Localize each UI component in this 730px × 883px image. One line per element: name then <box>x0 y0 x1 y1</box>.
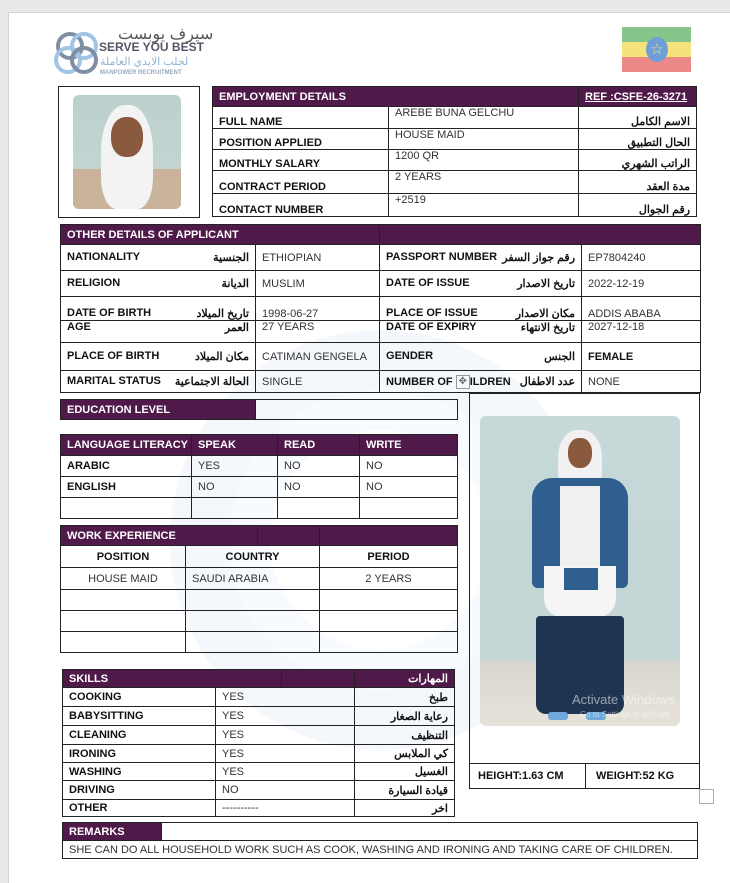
activate-windows-overlay: Activate Windows <box>572 692 675 707</box>
nationality-arabic: الجنسية <box>213 252 249 264</box>
position-applied-arabic: الحال التطبيق <box>579 129 697 150</box>
full-body-photo-frame <box>469 393 700 789</box>
language-read: NO <box>278 456 360 477</box>
skill-arabic: اخر <box>355 800 455 817</box>
weight-value: WEIGHT:52 KG <box>596 770 675 782</box>
work-row <box>61 611 458 632</box>
passport-photo <box>73 95 181 209</box>
date-of-issue-arabic: تاريخ الاصدار <box>517 278 576 290</box>
skill-label: WASHING <box>63 763 216 781</box>
date-of-expiry-label-cell <box>380 321 582 343</box>
place-of-birth-label-cell <box>61 343 256 371</box>
language-row-english <box>61 477 458 498</box>
skill-arabic: رعاية الصغار <box>355 707 455 726</box>
work-row <box>61 632 458 653</box>
contract-period-arabic: مدة العقد <box>579 171 697 194</box>
passport-number-arabic: رقم جواز السفر <box>502 252 576 264</box>
skill-arabic: قيادة السيارة <box>355 781 455 800</box>
date-of-birth-label-cell <box>61 297 256 321</box>
logo-tagline: MANPOWER RECRUITMENT <box>100 70 182 76</box>
table-resize-handle-icon[interactable] <box>699 789 714 804</box>
work-period: 2 YEARS <box>320 568 458 590</box>
ethiopia-flag-icon: ☆ <box>622 27 691 72</box>
age-arabic: العمر <box>224 322 249 334</box>
skill-value: YES <box>216 763 355 781</box>
skills-table <box>62 669 455 817</box>
remarks-title: REMARKS <box>63 823 162 841</box>
contact-number-arabic: رقم الجوال <box>579 194 697 217</box>
work-country <box>186 611 320 632</box>
work-position: HOUSE MAID <box>61 568 186 590</box>
nationality-label: NATIONALITY <box>67 251 141 263</box>
logo-arabic-tagline: لجلب الايدي العاملة <box>100 56 189 68</box>
work-period <box>320 611 458 632</box>
skill-value: YES <box>216 745 355 763</box>
logo-arabic-name: سيرف يوبست <box>118 26 214 43</box>
date-of-expiry-arabic: تاريخ الانتهاء <box>520 322 576 334</box>
employment-details-table <box>212 86 697 217</box>
religion-arabic: الديانة <box>221 278 249 290</box>
date-of-expiry-value: 2027-12-18 <box>582 321 701 343</box>
position-applied-label: POSITION APPLIED <box>213 129 389 150</box>
work-period <box>320 590 458 611</box>
gender-arabic: الجنس <box>544 351 576 363</box>
language-literacy-table <box>60 434 458 519</box>
gender-value: FEMALE <box>582 343 701 371</box>
monthly-salary-arabic: الراتب الشهري <box>579 150 697 171</box>
language-name: ENGLISH <box>61 477 192 498</box>
interlaced-knot-logo-icon <box>54 28 100 78</box>
contact-number-label: CONTACT NUMBER <box>213 194 389 217</box>
height-value: HEIGHT:1.63 CM <box>470 764 586 788</box>
skill-value: NO <box>216 781 355 800</box>
monthly-salary-label: MONTHLY SALARY <box>213 150 389 171</box>
date-of-issue-label: DATE OF ISSUE <box>386 277 470 289</box>
place-of-issue-value: ADDIS ABABA <box>582 297 701 321</box>
work-position <box>61 590 186 611</box>
children-label: NUMBER OF <box>386 375 456 388</box>
skill-value: ---------- <box>216 800 355 817</box>
skill-arabic: طبخ <box>355 688 455 707</box>
language-header-speak: SPEAK <box>192 435 278 456</box>
language-row-empty <box>61 498 458 519</box>
language-speak: NO <box>192 477 278 498</box>
work-country <box>186 632 320 653</box>
date-of-birth-arabic: تاريخ الميلاد <box>196 308 249 320</box>
date-of-birth-label: DATE OF BIRTH <box>67 307 152 319</box>
passport-number-label: PASSPORT NUMBER <box>386 251 498 263</box>
skill-row <box>63 800 455 817</box>
language-read: NO <box>278 477 360 498</box>
skill-arabic: الغسيل <box>355 763 455 781</box>
work-header-period: PERIOD <box>320 546 458 568</box>
work-period <box>320 632 458 653</box>
work-experience-table <box>60 525 458 653</box>
date-of-birth-value: 1998-06-27 <box>256 297 380 321</box>
other-details-title: OTHER DETAILS OF APPLICANT <box>61 225 380 245</box>
age-label-cell <box>61 321 256 343</box>
reference-number: REF :CSFE-26-3271 <box>579 87 697 107</box>
work-header-country: COUNTRY <box>186 546 320 568</box>
language-write: NO <box>360 477 458 498</box>
skill-label: BABYSITTING <box>63 707 216 726</box>
education-level-label: EDUCATION LEVEL <box>61 400 256 420</box>
gender-label: GENDER <box>386 350 434 362</box>
skill-label: OTHER <box>63 800 216 817</box>
full-body-photo <box>480 416 680 726</box>
language-read <box>278 498 360 519</box>
work-country: SAUDI ARABIA <box>186 568 320 590</box>
children-label-cell <box>380 371 582 393</box>
religion-label: RELIGION <box>67 277 121 289</box>
monthly-salary-value: 1200 QR <box>389 150 579 171</box>
skills-arabic-title: المهارات <box>355 670 455 688</box>
employment-details-title: EMPLOYMENT DETAILS <box>213 87 579 107</box>
language-name <box>61 498 192 519</box>
remarks-table <box>62 822 698 859</box>
gender-label-cell <box>380 343 582 371</box>
activate-windows-hint: Go to Settings to activate <box>580 710 670 719</box>
passport-photo-frame <box>58 86 200 218</box>
other-details-header-blank <box>380 225 701 245</box>
contact-number-value: +2519 <box>389 194 579 217</box>
remarks-header-blank <box>162 823 698 841</box>
language-header-language: LANGUAGE LITERACY <box>61 435 192 456</box>
passport-number-value: EP7804240 <box>582 245 701 271</box>
skill-arabic: كي الملابس <box>355 745 455 763</box>
marital-status-label-cell <box>61 371 256 393</box>
skill-label: IRONING <box>63 745 216 763</box>
work-country <box>186 590 320 611</box>
skills-title <box>63 670 355 688</box>
language-header-read: READ <box>278 435 360 456</box>
place-of-issue-arabic: مكان الاصدار <box>515 308 576 320</box>
date-of-issue-label-cell <box>380 271 582 297</box>
passport-number-label-cell <box>380 245 582 271</box>
table-move-handle-icon[interactable]: ✥ <box>456 375 470 389</box>
date-of-issue-value: 2022-12-19 <box>582 271 701 297</box>
skill-row <box>63 763 455 781</box>
marital-status-arabic: الحالة الاجتماعية <box>174 376 249 388</box>
date-of-expiry-label: DATE OF EXPIRY <box>386 321 477 333</box>
religion-value: MUSLIM <box>256 271 380 297</box>
language-speak <box>192 498 278 519</box>
nationality-label-cell <box>61 245 256 271</box>
skill-value: YES <box>216 707 355 726</box>
place-of-issue-label-cell <box>380 297 582 321</box>
marital-status-label: MARITAL STATUS <box>67 375 161 387</box>
full-name-value: AREBE BUNA GELCHU <box>389 107 579 129</box>
education-level-value <box>256 400 458 420</box>
skill-row <box>63 688 455 707</box>
skill-row <box>63 781 455 800</box>
skill-label: COOKING <box>63 688 216 707</box>
work-row <box>61 590 458 611</box>
language-header-write: WRITE <box>360 435 458 456</box>
age-label: AGE <box>67 321 91 333</box>
age-value: 27 YEARS <box>256 321 380 343</box>
education-table <box>60 399 458 420</box>
work-experience-title-text: WORK EXPERIENCE <box>67 529 176 542</box>
skill-value: YES <box>216 688 355 707</box>
work-experience-header-blank <box>320 526 458 546</box>
other-details-table <box>60 224 701 393</box>
children-label-tail: ILDREN <box>469 375 511 388</box>
nationality-value: ETHIOPIAN <box>256 245 380 271</box>
place-of-birth-value: CATIMAN GENGELA <box>256 343 380 371</box>
skill-row <box>63 745 455 763</box>
language-row-arabic <box>61 456 458 477</box>
religion-label-cell <box>61 271 256 297</box>
work-header-position: POSITION <box>61 546 186 568</box>
full-name-label: FULL NAME <box>213 107 389 129</box>
language-write <box>360 498 458 519</box>
skill-label: DRIVING <box>63 781 216 800</box>
skill-row <box>63 726 455 745</box>
place-of-issue-label: PLACE OF ISSUE <box>386 307 478 319</box>
children-value: NONE <box>582 371 701 393</box>
language-name: ARABIC <box>61 456 192 477</box>
work-position <box>61 611 186 632</box>
remarks-text: SHE CAN DO ALL HOUSEHOLD WORK SUCH AS COOK, WASHING AND IRONING AND TAKING CARE OF CHILDREN. <box>63 841 698 859</box>
place-of-birth-label: PLACE OF BIRTH <box>67 350 160 362</box>
skill-label: CLEANING <box>63 726 216 745</box>
skill-row <box>63 707 455 726</box>
children-arabic: عدد الاطفال <box>519 375 576 388</box>
measurements-row <box>470 763 699 788</box>
marital-status-value: SINGLE <box>256 371 380 393</box>
skills-title-text: SKILLS <box>69 672 109 685</box>
full-name-arabic: الاسم الكامل <box>579 107 697 129</box>
logo-name: SERVE YOU BEST <box>99 40 204 54</box>
skill-value: YES <box>216 726 355 745</box>
work-experience-title <box>61 526 320 546</box>
contract-period-value: 2 YEARS <box>389 171 579 194</box>
language-write: NO <box>360 456 458 477</box>
language-speak: YES <box>192 456 278 477</box>
work-row <box>61 568 458 590</box>
work-position <box>61 632 186 653</box>
place-of-birth-arabic: مكان الميلاد <box>194 351 249 363</box>
contract-period-label: CONTRACT PERIOD <box>213 171 389 194</box>
position-applied-value: HOUSE MAID <box>389 129 579 150</box>
skill-arabic: التنظيف <box>355 726 455 745</box>
